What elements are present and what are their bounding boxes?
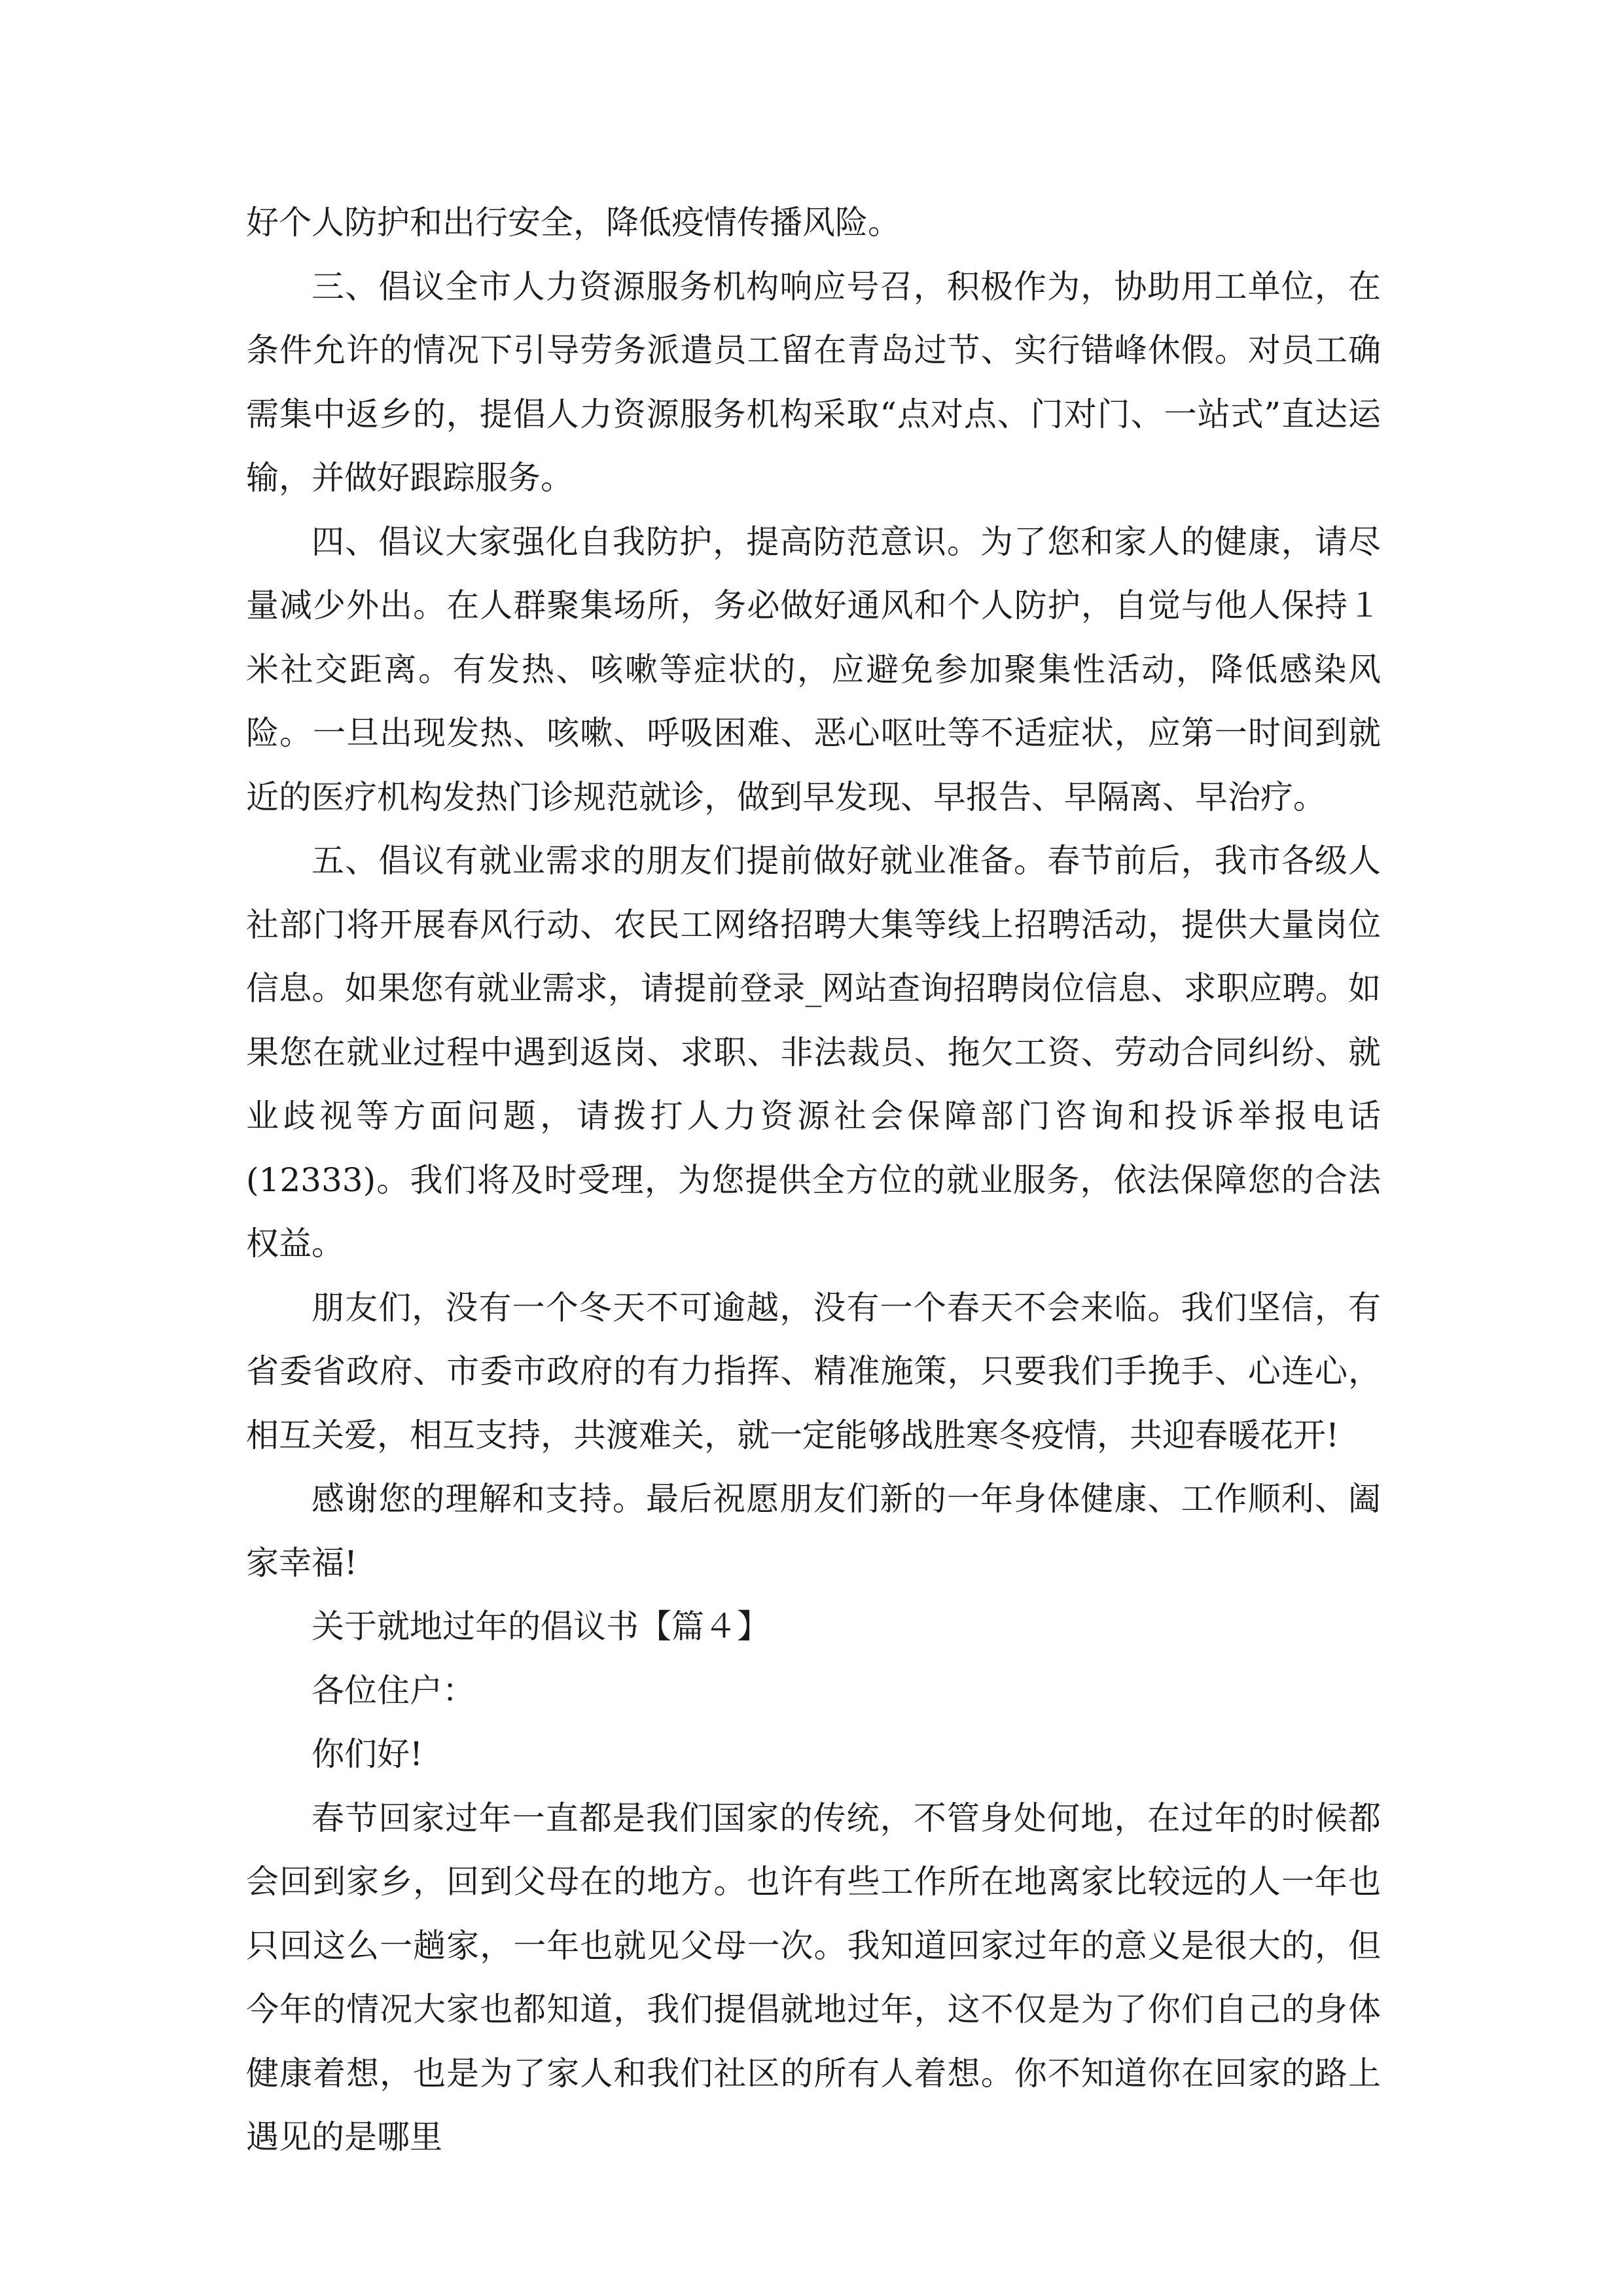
paragraph-1: 好个人防护和出行安全，降低疫情传播风险。 bbox=[246, 204, 901, 242]
paragraph-6: 感谢您的理解和支持。最后祝愿朋友们新的一年身体健康、工作顺利、阖家幸福! bbox=[246, 1480, 1381, 1582]
paragraph-3: 四、倡议大家强化自我防护，提高防范意识。为了您和家人的健康，请尽量减少外出。在人群聚集场所，务必做好通风和个人防护，自觉与他人保持１米社交距离。有发热、咳嗽等症状的，应避免参加聚集性活动，降低感染风险。一旦出现发热、咳嗽、呼吸困难、恶心呕吐等不适症状，应第一时间到就近的医疗机构发热门诊规范就诊，做到早发现、早报告、早隔离、早治疗。 bbox=[246, 522, 1381, 816]
paragraph-2: 三、倡议全市人力资源服务机构响应号召，积极作为，协助用工单位，在条件允许的情况下引导劳务派遣员工留在青岛过节、实行错峰休假。对员工确需集中返乡的，提倡人力资源服务机构采取“点对点、门对门、一站式”直达运输，并做好跟踪服务。 bbox=[246, 267, 1381, 497]
section-heading: 关于就地过年的倡议书【篇４】 bbox=[312, 1607, 770, 1645]
paragraph-10: 春节回家过年一直都是我们国家的传统，不管身处何地，在过年的时候都会回到家乡，回到父母在的地方。也许有些工作所在地离家比较远的人一年也只回这么一趟家，一年也就见父母一次。我知道回家过年的意义是很大的，但今年的情况大家也都知道，我们提倡就地过年，这不仅是为了你们自己的身体健康着想，也是为了家人和我们社区的所有人着想。你不知道你在回家的路上遇见的是哪里 bbox=[246, 1799, 1381, 2156]
document-body bbox=[246, 191, 1381, 2170]
salutation: 各位住户： bbox=[312, 1671, 475, 1710]
paragraph-4: 五、倡议有就业需求的朋友们提前做好就业准备。春节前后，我市各级人社部门将开展春风行动、农民工网络招聘大集等线上招聘活动，提供大量岗位信息。如果您有就业需求，请提前登录_网站查询招聘岗位信息、求职应聘。如果您在就业过程中遇到返岗、求职、非法裁员、拖欠工资、劳动合同纠纷、就业歧视等方面问题，请拨打人力资源社会保障部门咨询和投诉举报电话(12333)。我们将及时受理，为您提供全方位的就业服务，依法保障您的合法权益。 bbox=[246, 842, 1381, 1263]
paragraph-5: 朋友们，没有一个冬天不可逾越，没有一个春天不会来临。我们坚信，有省委省政府、市委市政府的有力指挥、精准施策，只要我们手挽手、心连心，相互关爱，相互支持，共渡难关，就一定能够战胜寒冬疫情，共迎春暖花开! bbox=[246, 1288, 1381, 1454]
greeting: 你们好! bbox=[312, 1735, 423, 1773]
